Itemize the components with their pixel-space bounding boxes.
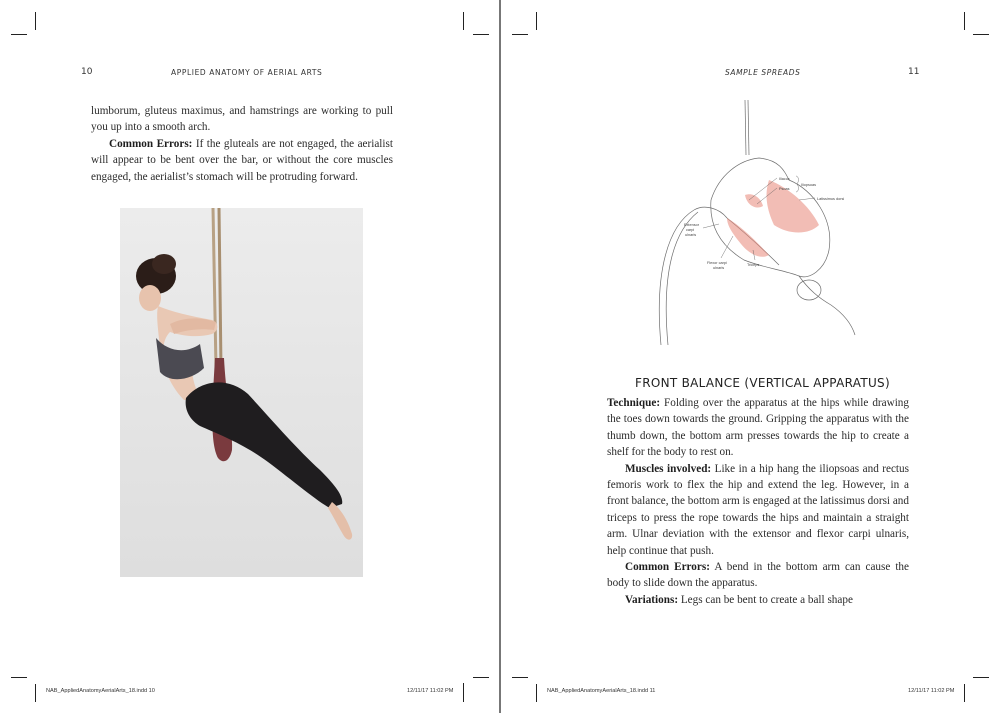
svg-text:Iliopsoas: Iliopsoas <box>801 183 816 187</box>
running-head: SAMPLE SPREADS <box>725 68 801 77</box>
crop-mark <box>973 677 989 678</box>
crop-mark <box>536 12 537 30</box>
crop-mark <box>964 684 965 702</box>
slug-datetime: 12/11/17 11:02 PM <box>407 688 454 694</box>
crop-mark <box>35 684 36 702</box>
muscle-highlights <box>727 180 819 257</box>
crop-mark <box>473 34 489 35</box>
front-balance-drawing <box>649 100 864 345</box>
crop-mark <box>11 677 27 678</box>
slug-file-name: NAB_AppliedAnatomyAerialArts_18.indd 10 <box>46 688 155 694</box>
running-head: APPLIED ANATOMY OF AERIAL ARTS <box>171 68 323 77</box>
crop-mark <box>973 34 989 35</box>
page-number: 10 <box>81 67 93 77</box>
aerialist-photo <box>120 208 363 577</box>
svg-text:Iliacus: Iliacus <box>779 177 790 181</box>
slug-file-name: NAB_AppliedAnatomyAerialArts_18.indd 11 <box>547 688 656 694</box>
svg-text:carpi: carpi <box>686 228 695 232</box>
slug-datetime: 12/11/17 11:02 PM <box>908 688 955 694</box>
svg-text:Latissimus dorsi: Latissimus dorsi <box>817 197 845 201</box>
paragraph-muscles-involved: Muscles involved: Like in a hip hang the iliopsoas and rectus femoris work to flex the hip and extend the leg. However, in a front balance, the bottom arm is engaged at the latissimus dorsi and triceps to press the rope towards the hips and maintain a straight arm. Ulnar deviation with the extensor and flexor carpi ulnaris, help continue that push. <box>607 462 909 557</box>
svg-text:Extensor: Extensor <box>684 223 699 227</box>
paragraph-variations: Variations: Legs can be bent to create a ball shape <box>625 593 853 606</box>
crop-mark <box>473 677 489 678</box>
paragraph: lumborum, gluteus maximus, and hamstrings are working to pull you up into a smooth arch. <box>91 105 393 134</box>
right-page <box>501 0 1000 713</box>
crop-mark <box>964 12 965 30</box>
left-page <box>0 0 499 713</box>
crop-mark <box>512 34 528 35</box>
body-text <box>607 395 909 608</box>
aerialist-figure <box>120 208 363 577</box>
crop-mark <box>512 677 528 678</box>
crop-mark <box>11 34 27 35</box>
anatomy-illustration <box>649 100 864 345</box>
svg-text:Flexor carpi: Flexor carpi <box>707 261 727 265</box>
page-number: 11 <box>908 67 920 77</box>
svg-text:ulnaris: ulnaris <box>713 266 725 270</box>
paragraph-common-errors: Common Errors: A bend in the bottom arm can cause the body to slide down the apparatus. <box>607 561 909 590</box>
crop-mark <box>536 684 537 702</box>
svg-text:Psoas: Psoas <box>779 187 790 191</box>
paragraph-technique: Technique: Folding over the apparatus at the hips while drawing the toes down towards the ground. Gripping the apparatus with the thumb down, the bottom arm presses towards the hip to create a shelf for the body to rest on. <box>607 397 909 459</box>
crop-mark <box>35 12 36 30</box>
body-text <box>91 103 393 185</box>
crop-mark <box>463 683 464 701</box>
svg-text:Triceps: Triceps <box>747 263 760 267</box>
section-title: FRONT BALANCE (VERTICAL APPARATUS) <box>635 376 890 390</box>
paragraph-common-errors: Common Errors: If the gluteals are not engaged, the aerialist will appear to be bent over the bar, or without the core muscles engaged, the aerialist’s stomach will be protruding forward. <box>91 137 393 183</box>
crop-mark <box>463 12 464 30</box>
svg-text:ulnaris: ulnaris <box>685 233 697 237</box>
